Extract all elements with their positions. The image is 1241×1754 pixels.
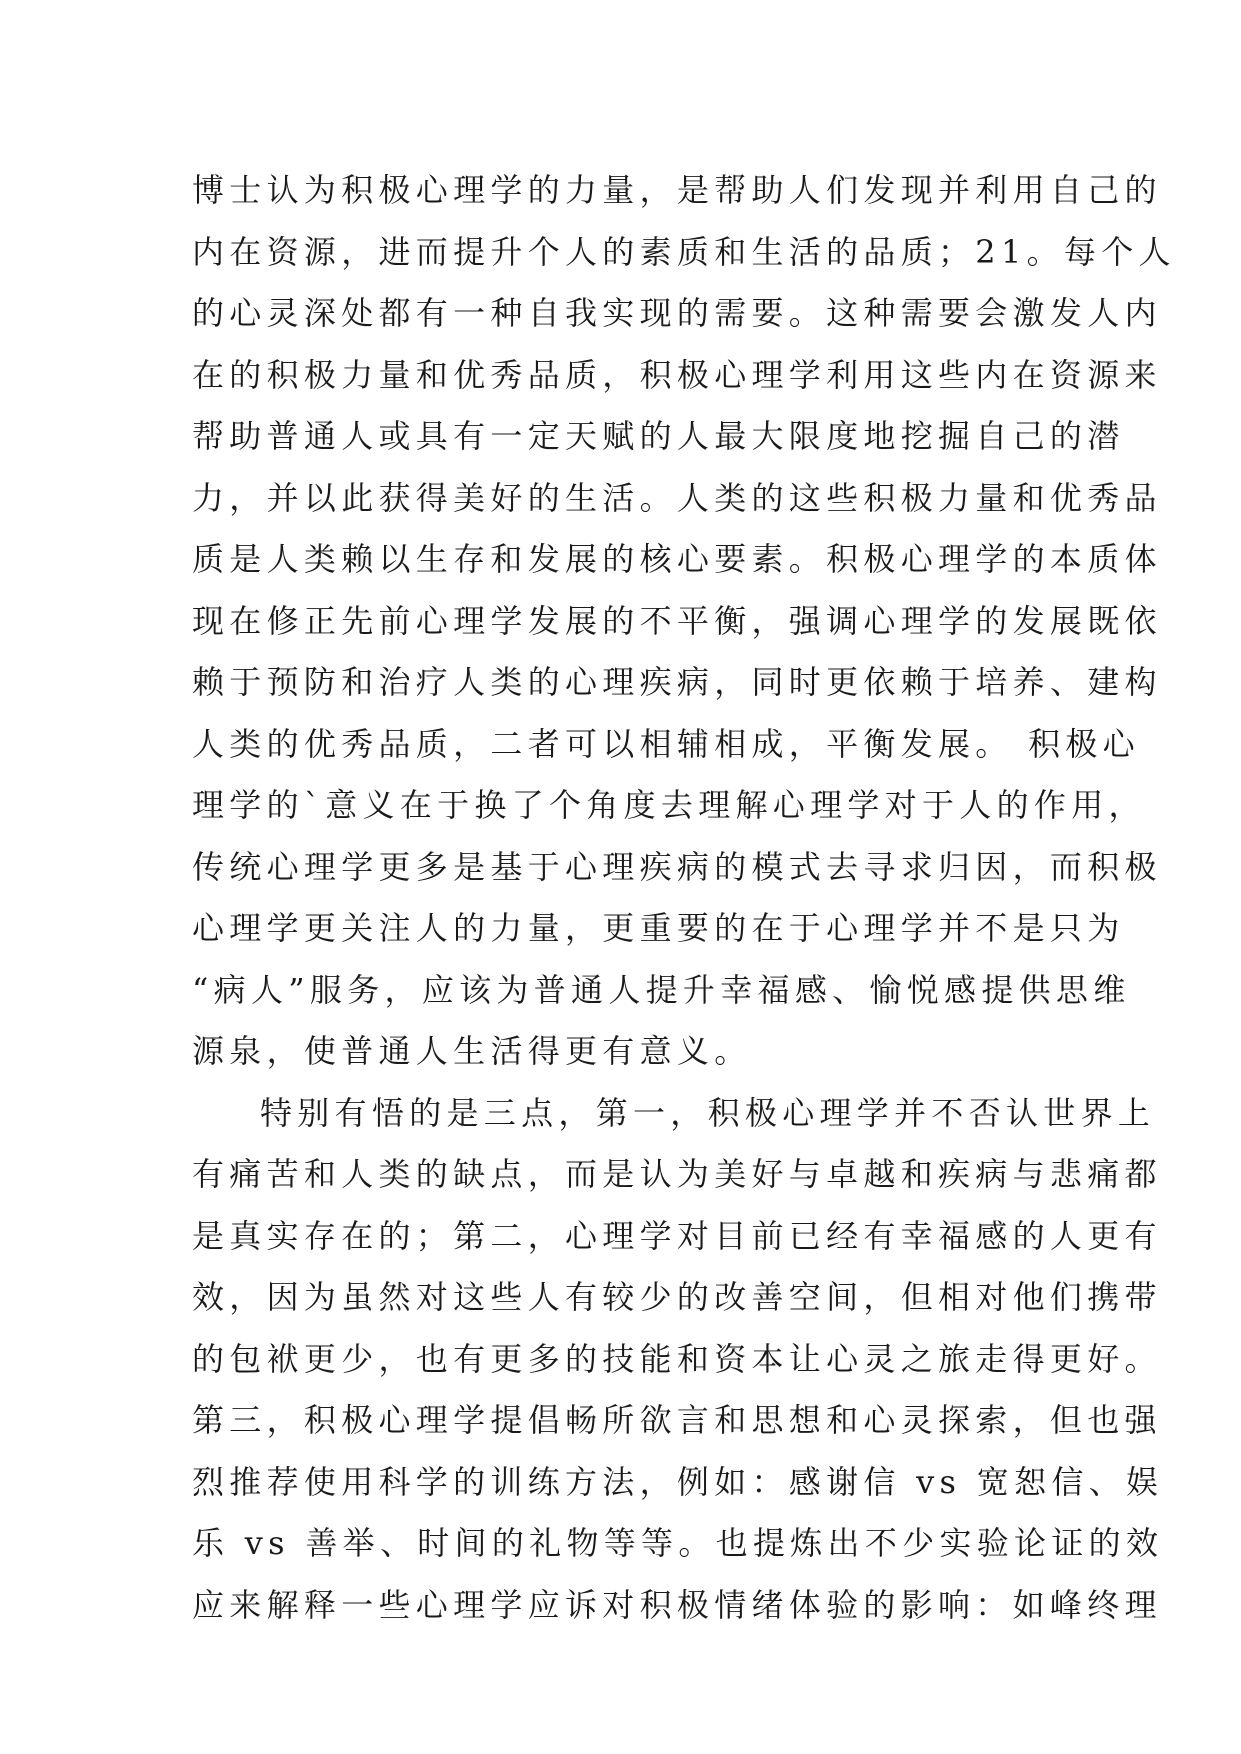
text-line: 现在修正先前心理学发展的不平衡，强调心理学的发展既依 bbox=[192, 601, 1162, 640]
text-line: 烈推荐使用科学的训练方法，例如：感谢信 vs 宽恕信、娱 bbox=[192, 1462, 1164, 1501]
text-line: 人类的优秀品质，二者可以相辅相成，平衡发展。 积极心 bbox=[192, 724, 1140, 763]
text-line: 帮助普通人或具有一定天赋的人最大限度地挖掘自己的潜 bbox=[192, 417, 1125, 455]
text-line: 博士认为积极心理学的力量，是帮助人们发现并利用自己的 bbox=[192, 171, 1162, 209]
text-line: 在的积极力量和优秀品质，积极心理学利用这些内在资源来 bbox=[192, 355, 1162, 394]
text-line: 理学的`意义在于换了个角度去理解心理学对于人的作用， bbox=[192, 786, 1146, 824]
paragraph-first-line: 特别有悟的是三点，第一，积极心理学并不否认世界上 bbox=[260, 1093, 1156, 1132]
text-line: 第三，积极心理学提倡畅所欲言和思想和心灵探索，但也强 bbox=[192, 1401, 1162, 1439]
text-line: 是真实存在的；第二，心理学对目前已经有幸福感的人更有 bbox=[192, 1216, 1162, 1255]
text-line: 有痛苦和人类的缺点，而是认为美好与卓越和疾病与悲痛都 bbox=[192, 1155, 1162, 1193]
text-line: 质是人类赖以生存和发展的核心要素。积极心理学的本质体 bbox=[192, 540, 1162, 578]
text-line: 源泉，使普通人生活得更有意义。 bbox=[192, 1032, 752, 1070]
text-line: 效，因为虽然对这些人有较少的改善空间，但相对他们携带 bbox=[192, 1278, 1162, 1316]
text-line: 力，并以此获得美好的生活。人类的这些积极力量和优秀品 bbox=[192, 478, 1162, 517]
text-line: 应来解释一些心理学应诉对积极情绪体验的影响：如峰终理 bbox=[192, 1585, 1162, 1624]
text-line: 内在资源，进而提升个人的素质和生活的品质；21。每个人 bbox=[192, 232, 1176, 271]
text-line: 的心灵深处都有一种自我实现的需要。这种需要会激发人内 bbox=[192, 294, 1162, 332]
text-line: “病人”服务，应该为普通人提升幸福感、愉悦感提供思维 bbox=[192, 970, 1131, 1009]
text-line: 的包袱更少，也有更多的技能和资本让心灵之旅走得更好。 bbox=[192, 1339, 1162, 1378]
text-line: 赖于预防和治疗人类的心理疾病，同时更依赖于培养、建构 bbox=[192, 663, 1162, 701]
text-line: 乐 vs 善举、时间的礼物等等。也提炼出不少实验论证的效 bbox=[192, 1524, 1164, 1562]
body-text bbox=[192, 160, 1176, 1636]
text-line: 心理学更关注人的力量，更重要的在于心理学并不是只为 bbox=[192, 909, 1125, 947]
text-line: 传统心理学更多是基于心理疾病的模式去寻求归因，而积极 bbox=[192, 847, 1162, 886]
